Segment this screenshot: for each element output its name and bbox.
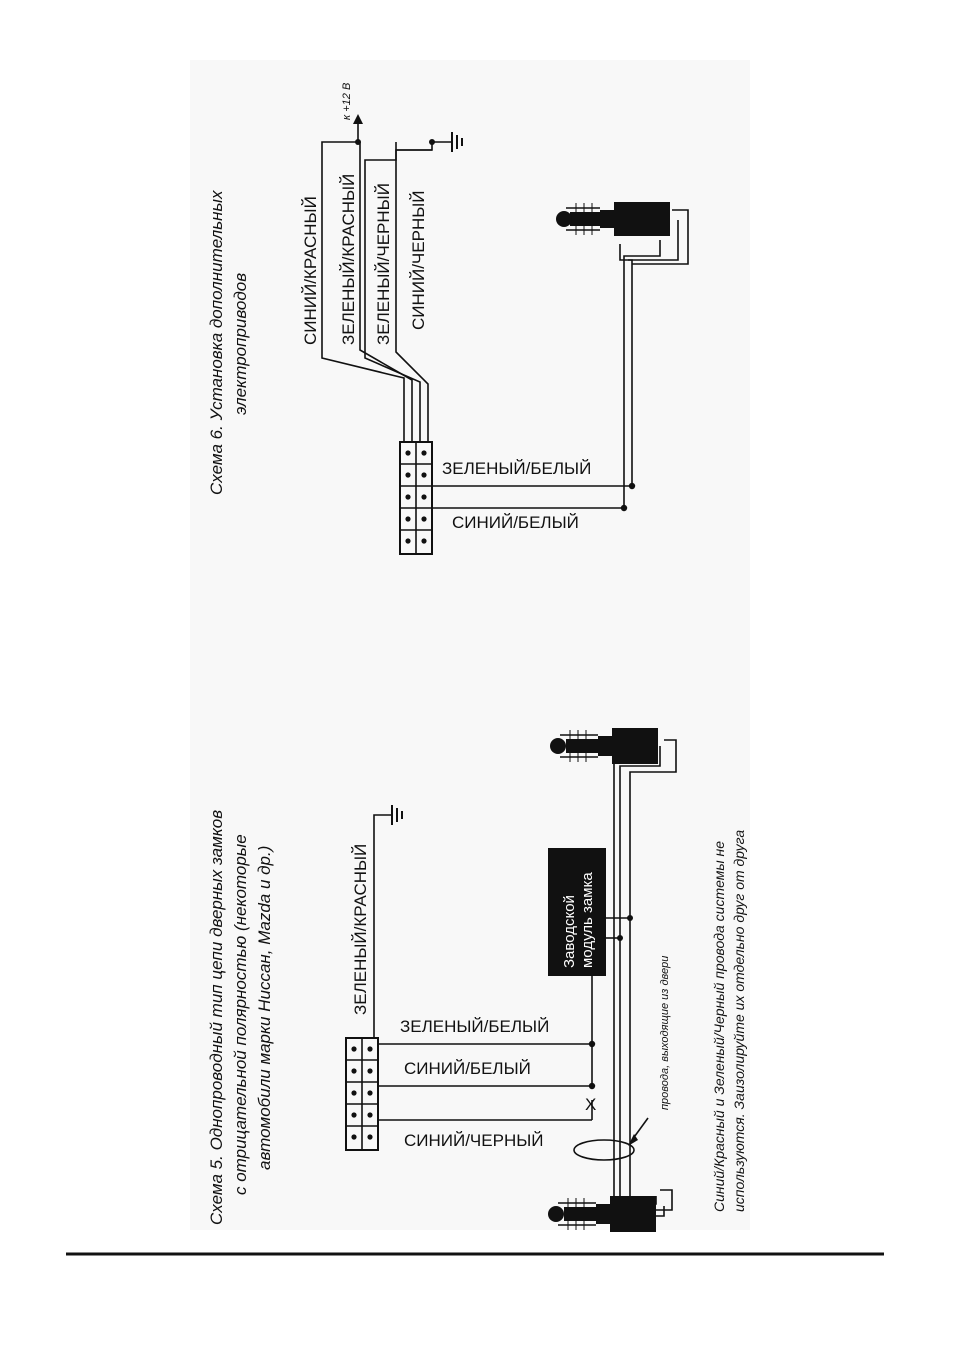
schema5-label-blue-white: СИНИЙ/БЕЛЫЙ: [404, 1059, 531, 1078]
plus12-label: к +12 В: [341, 82, 353, 120]
module-label-line2: модуль замка: [579, 872, 596, 968]
schema5-footnote-line1: Синий/Красный и Зеленый/Черный провода системы не: [711, 840, 727, 1212]
schema6-label-green-red: ЗЕЛЕНЫЙ/КРАСНЫЙ: [339, 173, 358, 345]
door-wires-note: провода, выходящие из двери: [659, 955, 671, 1110]
schema6-label-blue-red: СИНИЙ/КРАСНЫЙ: [301, 196, 320, 345]
schema5-footnote-line2: используются. Заизолируйте их отдельно друг от друга: [731, 829, 747, 1212]
schema6-label-green-black: ЗЕЛЕНЫЙ/ЧЕРНЫЙ: [374, 183, 393, 345]
schema6-label-blue-white: СИНИЙ/БЕЛЫЙ: [452, 513, 579, 532]
schema5-title-line1: Схема 5. Однопроводный тип цепи дверных замков: [207, 809, 226, 1225]
factory-lock-module: [548, 848, 606, 976]
schema5-label-blue-black: СИНИЙ/ЧЕРНЫЙ: [404, 1131, 544, 1150]
schema5-cut-mark: X: [585, 1095, 597, 1114]
schema5-title-line3: автомобили марки Ниссан, Mazda и др.): [255, 845, 274, 1170]
module-label-line1: Заводской: [561, 895, 578, 968]
schema6-label-green-white: ЗЕЛЕНЫЙ/БЕЛЫЙ: [442, 459, 592, 478]
schema5-label-green-white: ЗЕЛЕНЫЙ/БЕЛЫЙ: [400, 1017, 550, 1036]
schema5-label-green-red: ЗЕЛЕНЫЙ/КРАСНЫЙ: [351, 843, 370, 1015]
schema6-title-line2: электроприводов: [231, 272, 250, 415]
schema6-title-line1: Схема 6. Установка дополнительных: [207, 190, 226, 495]
schema6-label-blue-black: СИНИЙ/ЧЕРНЫЙ: [409, 190, 428, 330]
schema5-title-line2: с отрицательной полярностью (некоторые: [231, 834, 250, 1195]
